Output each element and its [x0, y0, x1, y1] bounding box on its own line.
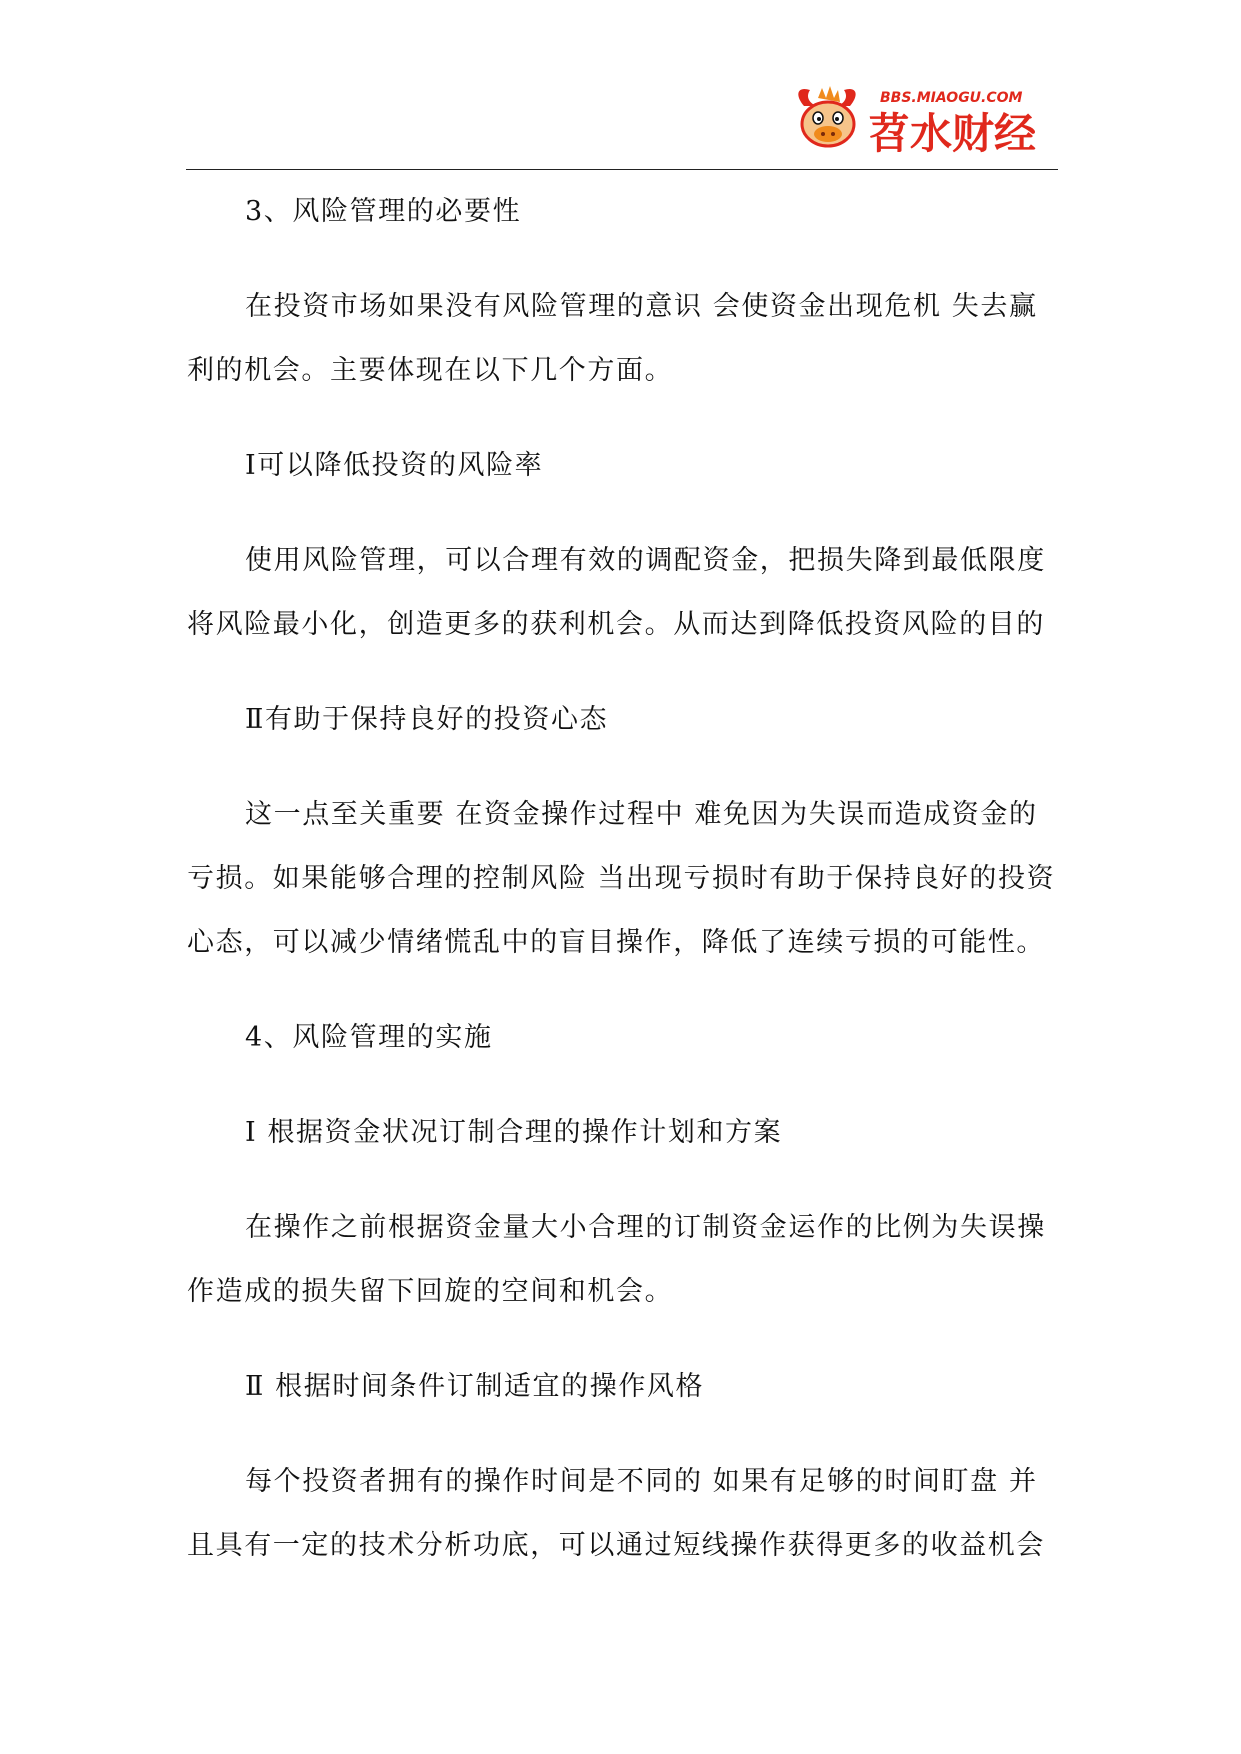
paragraph-line: 每个投资者拥有的操作时间是不同的 如果有足够的时间盯盘 并 [245, 1466, 1038, 1497]
body-paragraph [187, 1196, 1067, 1324]
section-heading: 4、风险管理的实施 [245, 1022, 493, 1053]
logo-url-text: BBS.MIAOGU.COM [880, 90, 1023, 106]
paragraph-line: 使用风险管理，可以合理有效的调配资金，把损失降到最低限度 [245, 545, 1046, 576]
article-body [187, 180, 1067, 1609]
paragraph-line: 在投资市场如果没有风险管理的意识 会使资金出现危机 失去赢 [245, 291, 1038, 322]
header-divider [186, 169, 1058, 170]
section-heading: Ⅰ可以降低投资的风险率 [245, 450, 544, 481]
section-heading: Ⅱ有助于保持良好的投资心态 [245, 704, 609, 735]
paragraph-line: 且具有一定的技术分析功底，可以通过短线操作获得更多的收益机会 [187, 1530, 1045, 1561]
paragraph-line: 作造成的损失留下回旋的空间和机会。 [187, 1276, 674, 1307]
paragraph-line: 这一点至关重要 在资金操作过程中 难免因为失误而造成资金的 [245, 799, 1038, 830]
paragraph-line: 在操作之前根据资金量大小合理的订制资金运作的比例为失误操 [245, 1212, 1046, 1243]
section-heading: Ⅱ 根据时间条件订制适宜的操作风格 [245, 1371, 705, 1402]
paragraph-line: 将风险最小化，创造更多的获利机会。从而达到降低投资风险的目的 [187, 609, 1045, 640]
body-paragraph [187, 1450, 1067, 1578]
logo-name-text: 苕水财经 [868, 109, 1037, 158]
body-paragraph [187, 783, 1067, 975]
body-paragraph [187, 275, 1067, 403]
section-heading: Ⅰ 根据资金状况订制合理的操作计划和方案 [245, 1117, 783, 1148]
paragraph-line: 心态，可以减少情绪慌乱中的盲目操作，降低了连续亏损的可能性。 [187, 927, 1045, 958]
site-logo [790, 84, 1070, 166]
bull-mascot-icon [790, 84, 1070, 166]
paragraph-line: 利的机会。主要体现在以下几个方面。 [187, 355, 674, 386]
section-heading: 3、风险管理的必要性 [245, 196, 522, 227]
paragraph-line: 亏损。如果能够合理的控制风险 当出现亏损时有助于保持良好的投资 [187, 863, 1056, 894]
body-paragraph [187, 529, 1067, 657]
